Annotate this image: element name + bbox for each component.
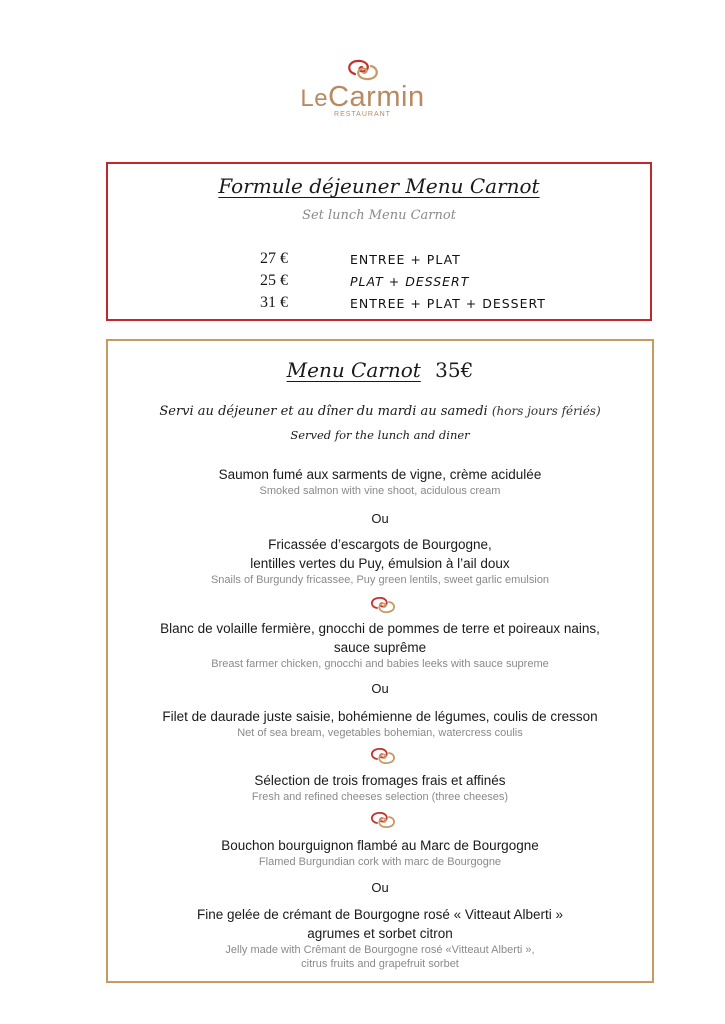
dish-en: Fresh and refined cheeses selection (three cheeses) bbox=[251, 791, 509, 803]
swirl-divider-icon bbox=[366, 745, 400, 767]
swirl-divider-icon bbox=[366, 809, 400, 831]
dish-fr: Saumon fumé aux sarments de vigne, crème acidulée bbox=[218, 467, 542, 482]
menu-price: 35€ bbox=[435, 358, 474, 382]
lunch-option bbox=[260, 292, 546, 314]
menu-dish-cheese bbox=[108, 771, 652, 804]
dish-fr-line1: Fricassée d’escargots de Bourgogne, bbox=[268, 537, 492, 552]
dish-en: Flamed Burgundian cork with marc de Bourgogne bbox=[258, 856, 502, 868]
lunch-option-desc: ENTREE + PLAT + DESSERT bbox=[350, 295, 546, 311]
lunch-option bbox=[260, 248, 546, 270]
lunch-option-desc: PLAT + DESSERT bbox=[350, 273, 470, 289]
menu-title-text: Menu Carnot bbox=[286, 358, 421, 382]
dish-en: Snails of Burgundy fricassee, Puy green lentils, sweet garlic emulsion bbox=[210, 574, 550, 586]
dish-fr-line2: lentilles vertes du Puy, émulsion à l’ail doux bbox=[250, 556, 510, 571]
logo-prefix: Le bbox=[300, 85, 329, 112]
menu-intro-en: Served for the lunch and diner bbox=[290, 428, 470, 442]
dish-en: Breast farmer chicken, gnocchi and babies leeks with sauce supreme bbox=[211, 658, 549, 670]
lunch-subtitle: Set lunch Menu Carnot bbox=[302, 208, 456, 223]
menu-title bbox=[108, 358, 652, 382]
menu-dish-dessert-2 bbox=[108, 905, 652, 971]
menu-dish-starter-2 bbox=[108, 535, 652, 587]
menu-intro-fr-text: Servi au déjeuner et au dîner du mardi au samedi bbox=[159, 404, 488, 419]
separator-ou: Ou bbox=[371, 880, 389, 895]
dish-fr: Sélection de trois fromages frais et affinés bbox=[254, 773, 506, 788]
dish-fr-line1: Fine gelée de crémant de Bourgogne rosé « Vitteaut Alberti » bbox=[197, 907, 563, 922]
menu-carnot-box bbox=[106, 339, 654, 983]
separator-ou: Ou bbox=[371, 511, 389, 526]
dish-fr: Filet de daurade juste saisie, bohémienne de légumes, coulis de cresson bbox=[162, 709, 598, 724]
lunch-formula-box bbox=[106, 162, 652, 321]
lunch-title-text: Formule déjeuner Menu Carnot bbox=[218, 174, 540, 198]
dish-en: Net of sea bream, vegetables bohemian, watercress coulis bbox=[237, 727, 523, 739]
dish-fr: Bouchon bourguignon flambé au Marc de Bourgogne bbox=[221, 838, 539, 853]
menu-intro-fr bbox=[108, 404, 652, 419]
menu-dish-main-1 bbox=[108, 619, 652, 671]
lunch-option-desc: ENTREE + PLAT bbox=[350, 251, 461, 267]
lunch-option bbox=[260, 270, 546, 292]
logo bbox=[0, 56, 725, 118]
menu-dish-starter-1 bbox=[108, 465, 652, 498]
dish-en: Smoked salmon with vine shoot, acidulous cream bbox=[259, 485, 501, 497]
dish-fr-line2: sauce suprême bbox=[333, 640, 427, 655]
lunch-option-price: 25 € bbox=[260, 272, 288, 289]
swirl-divider-icon bbox=[366, 594, 400, 616]
lunch-options bbox=[260, 248, 546, 314]
logo-name bbox=[0, 81, 725, 113]
menu-dish-main-2 bbox=[108, 707, 652, 740]
logo-main: Carmin bbox=[328, 81, 425, 113]
dish-en-line2: citrus fruits and grapefruit sorbet bbox=[301, 958, 459, 970]
dish-fr-line1: Blanc de volaille fermière, gnocchi de pommes de terre et poireaux nains, bbox=[160, 621, 600, 636]
dish-fr-line2: agrumes et sorbet citron bbox=[307, 926, 453, 941]
lunch-option-price: 27 € bbox=[260, 250, 288, 267]
menu-dish-dessert-1 bbox=[108, 836, 652, 869]
dish-en-line1: Jelly made with Crêmant de Bourgogne rosé «Vitteaut Alberti », bbox=[225, 944, 535, 956]
lunch-title bbox=[108, 174, 650, 198]
separator-ou: Ou bbox=[371, 681, 389, 696]
lunch-option-price: 31 € bbox=[260, 294, 288, 311]
menu-intro-note: (hors jours fériés) bbox=[491, 404, 601, 418]
carmin-swirl-logo-icon bbox=[341, 56, 385, 84]
logo-subtitle: RESTAURANT bbox=[334, 111, 391, 118]
